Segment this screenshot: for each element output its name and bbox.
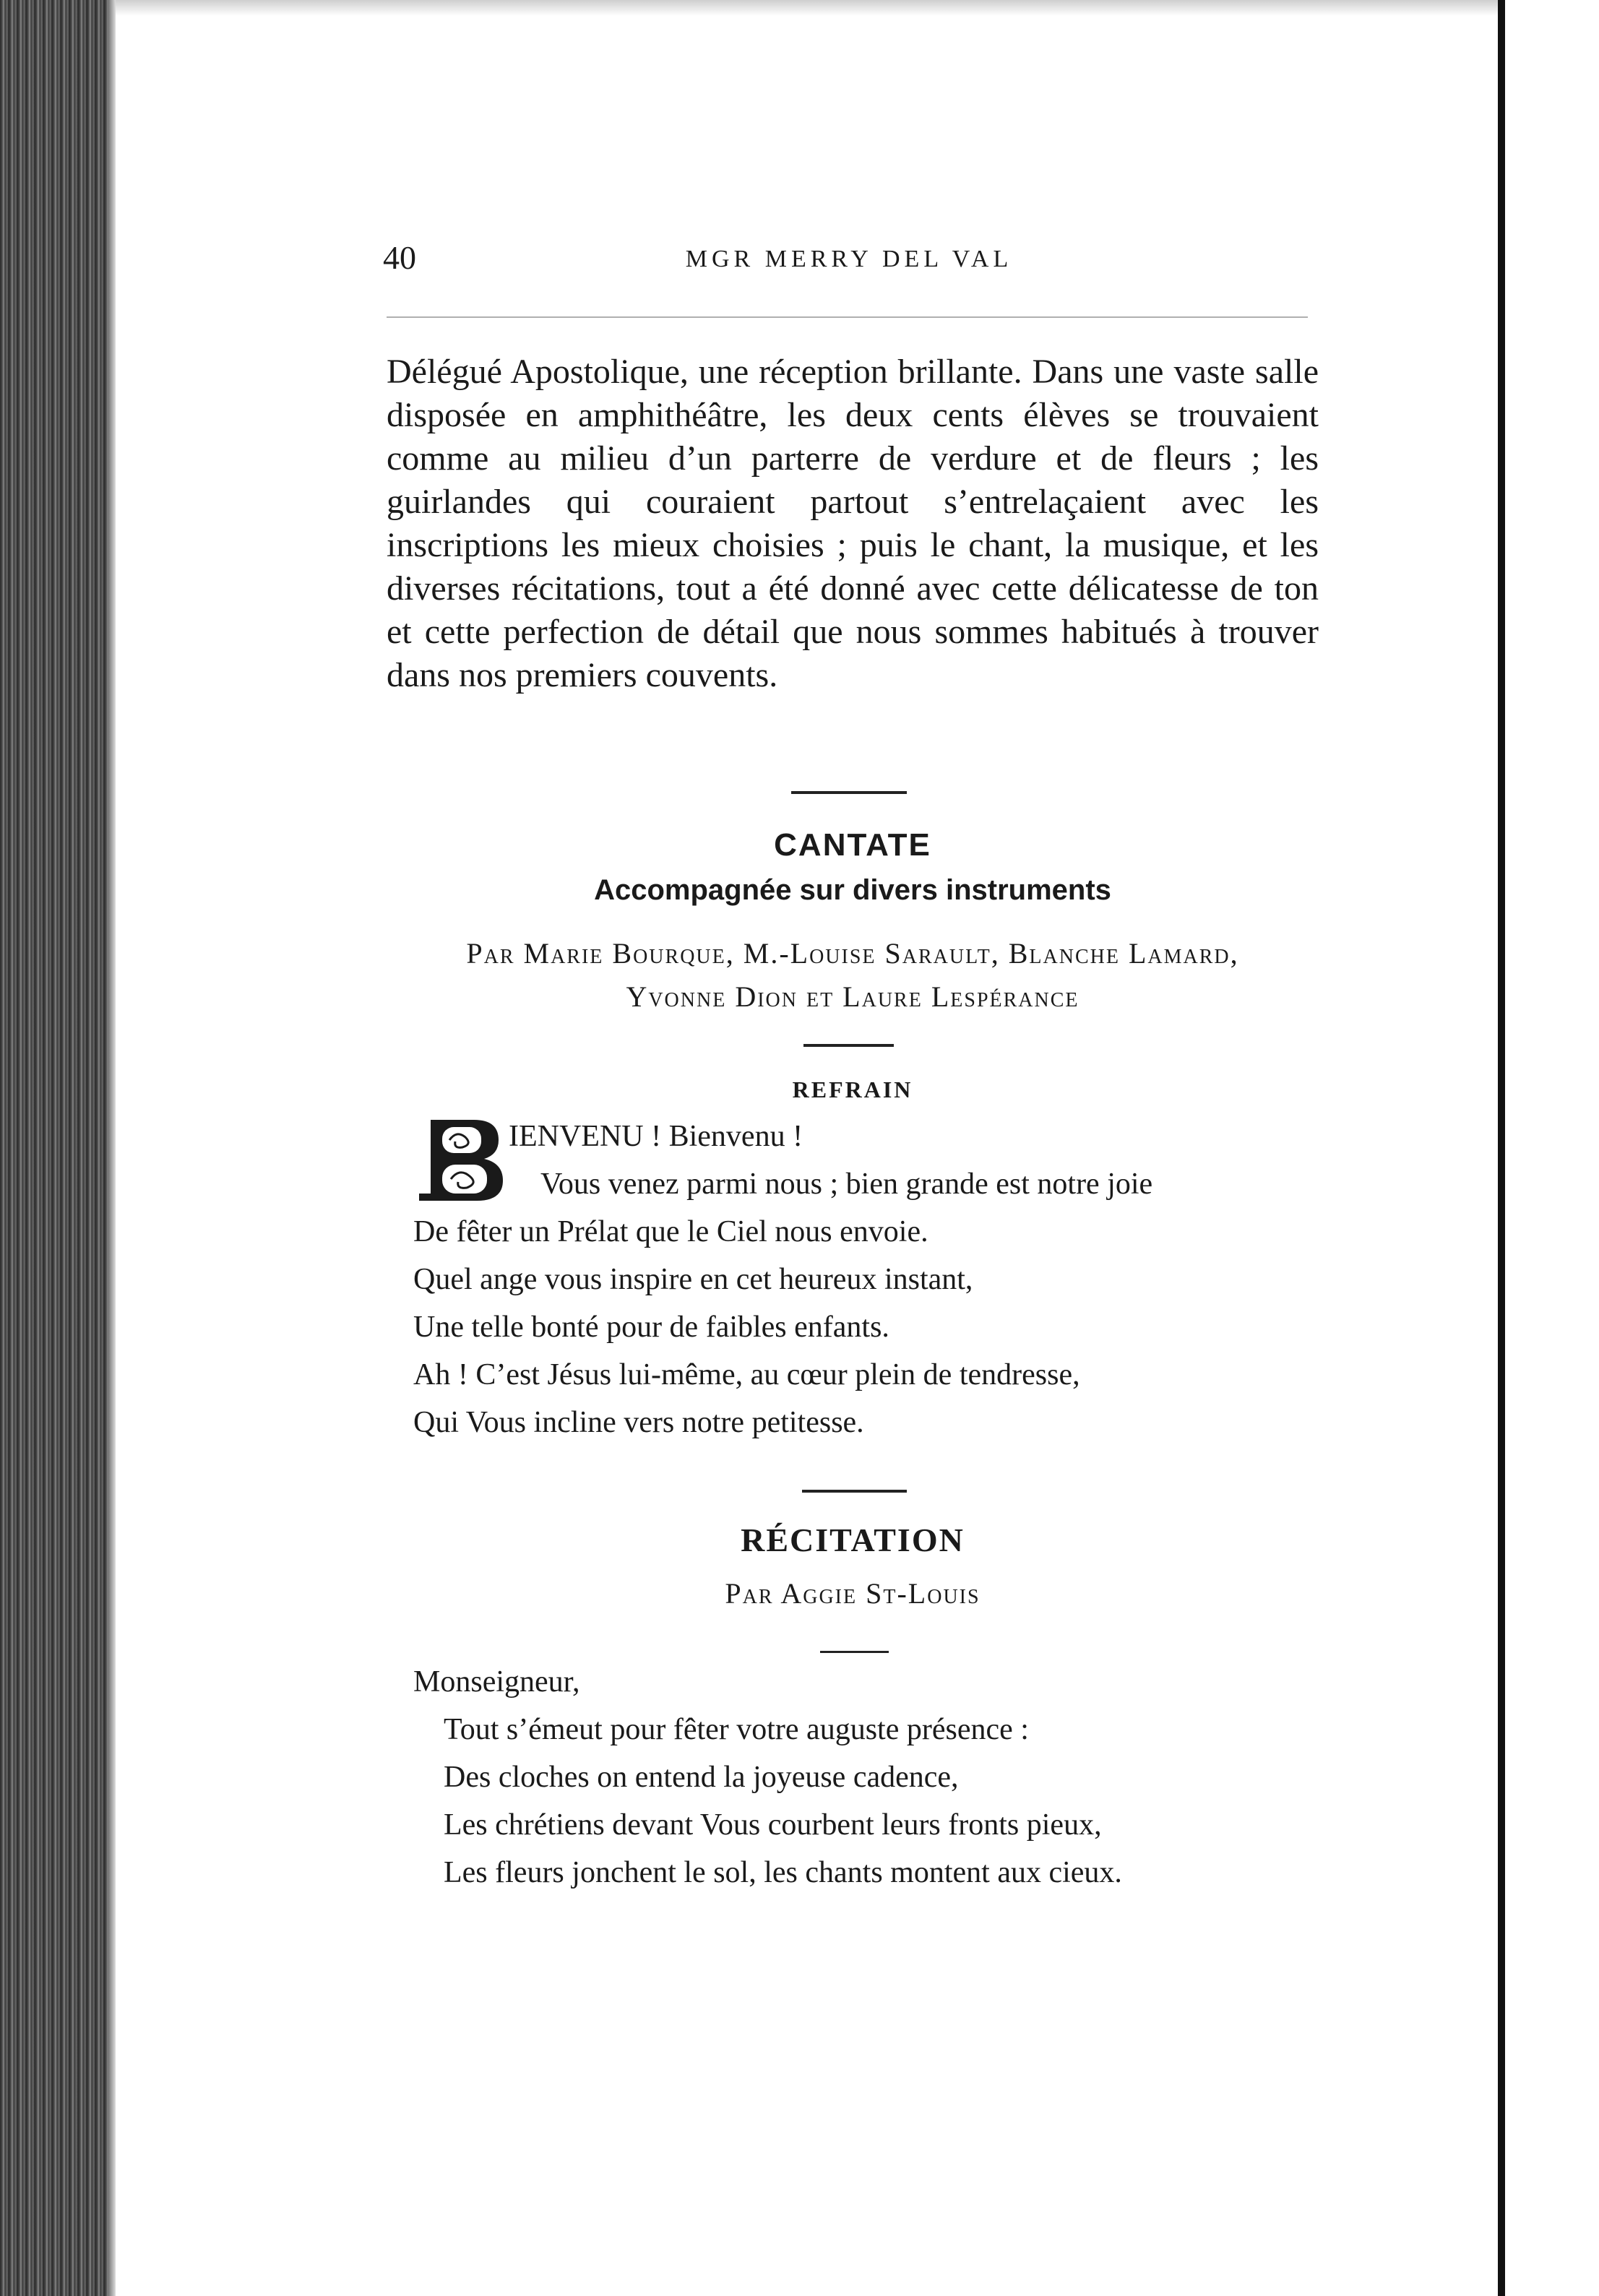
verse-line: Quel ange vous inspire en cet heureux instant,: [413, 1263, 973, 1296]
recitation-title: RÉCITATION: [741, 1522, 965, 1558]
section-divider: [820, 1651, 889, 1653]
cantate-title: CANTATE: [774, 827, 931, 863]
poem-line: Les chrétiens devant Vous courbent leurs fronts pieux,: [444, 1808, 1102, 1842]
refrain-label: REFRAIN: [792, 1076, 913, 1102]
poem-line: Des cloches on entend la joyeuse cadence,: [444, 1761, 959, 1794]
header-rule: [387, 316, 1308, 318]
performers: [387, 932, 1319, 1019]
refrain-verse: [413, 1113, 1353, 1446]
section-divider: [803, 1044, 894, 1047]
running-title: MGR MERRY DEL VAL: [685, 246, 1013, 272]
performers-line: Par Marie Bourque, M.-Louise Sarault, Blanche Lamard,: [466, 937, 1239, 970]
verse-line: De fêter un Prélat que le Ciel nous envoie.: [413, 1215, 928, 1248]
cantate-subtitle: Accompagnée sur divers instruments: [594, 874, 1111, 906]
verse-line: Ah ! C’est Jésus lui-même, au cœur plein de tendresse,: [413, 1358, 1080, 1391]
body-paragraph: Délégué Apostolique, une réception brillante. Dans une vaste salle disposée en amphithéâtre, les deux cents élèves se trouvaient comme au milieu d’un parterre de verdure et de fleurs ; les guirlandes qui couraient partout s’entrelaçaient avec les inscriptions les mieux choisies ; puis le chant, la musique, et les diverses récitations, tout a été donné avec cette délicatesse de ton et cette perfection de détail que nous sommes habitués à trouver dans nos premiers couvents.: [387, 353, 1319, 694]
verse-line: Qui Vous incline vers notre petitesse.: [413, 1406, 864, 1439]
performers-line: Yvonne Dion et Laure Lespérance: [626, 980, 1079, 1013]
verse-line: IENVENU ! Bienvenu !: [509, 1120, 803, 1153]
verse-line: Vous venez parmi nous ; bien grande est notre joie: [540, 1168, 1153, 1201]
recitation-performer: Par Aggie St-Louis: [725, 1577, 980, 1610]
poem-line: Les fleurs jonchent le sol, les chants montent aux cieux.: [444, 1856, 1122, 1889]
recitation-poem: [413, 1658, 1353, 1896]
page-number: 40: [383, 239, 416, 276]
section-divider: [791, 791, 907, 794]
poem-line: Tout s’émeut pour fêter votre auguste présence :: [444, 1713, 1029, 1746]
salutation: Monseigneur,: [413, 1665, 580, 1699]
running-head: [383, 238, 1315, 282]
section-divider: [802, 1490, 907, 1493]
verse-line: Une telle bonté pour de faibles enfants.: [413, 1311, 889, 1344]
